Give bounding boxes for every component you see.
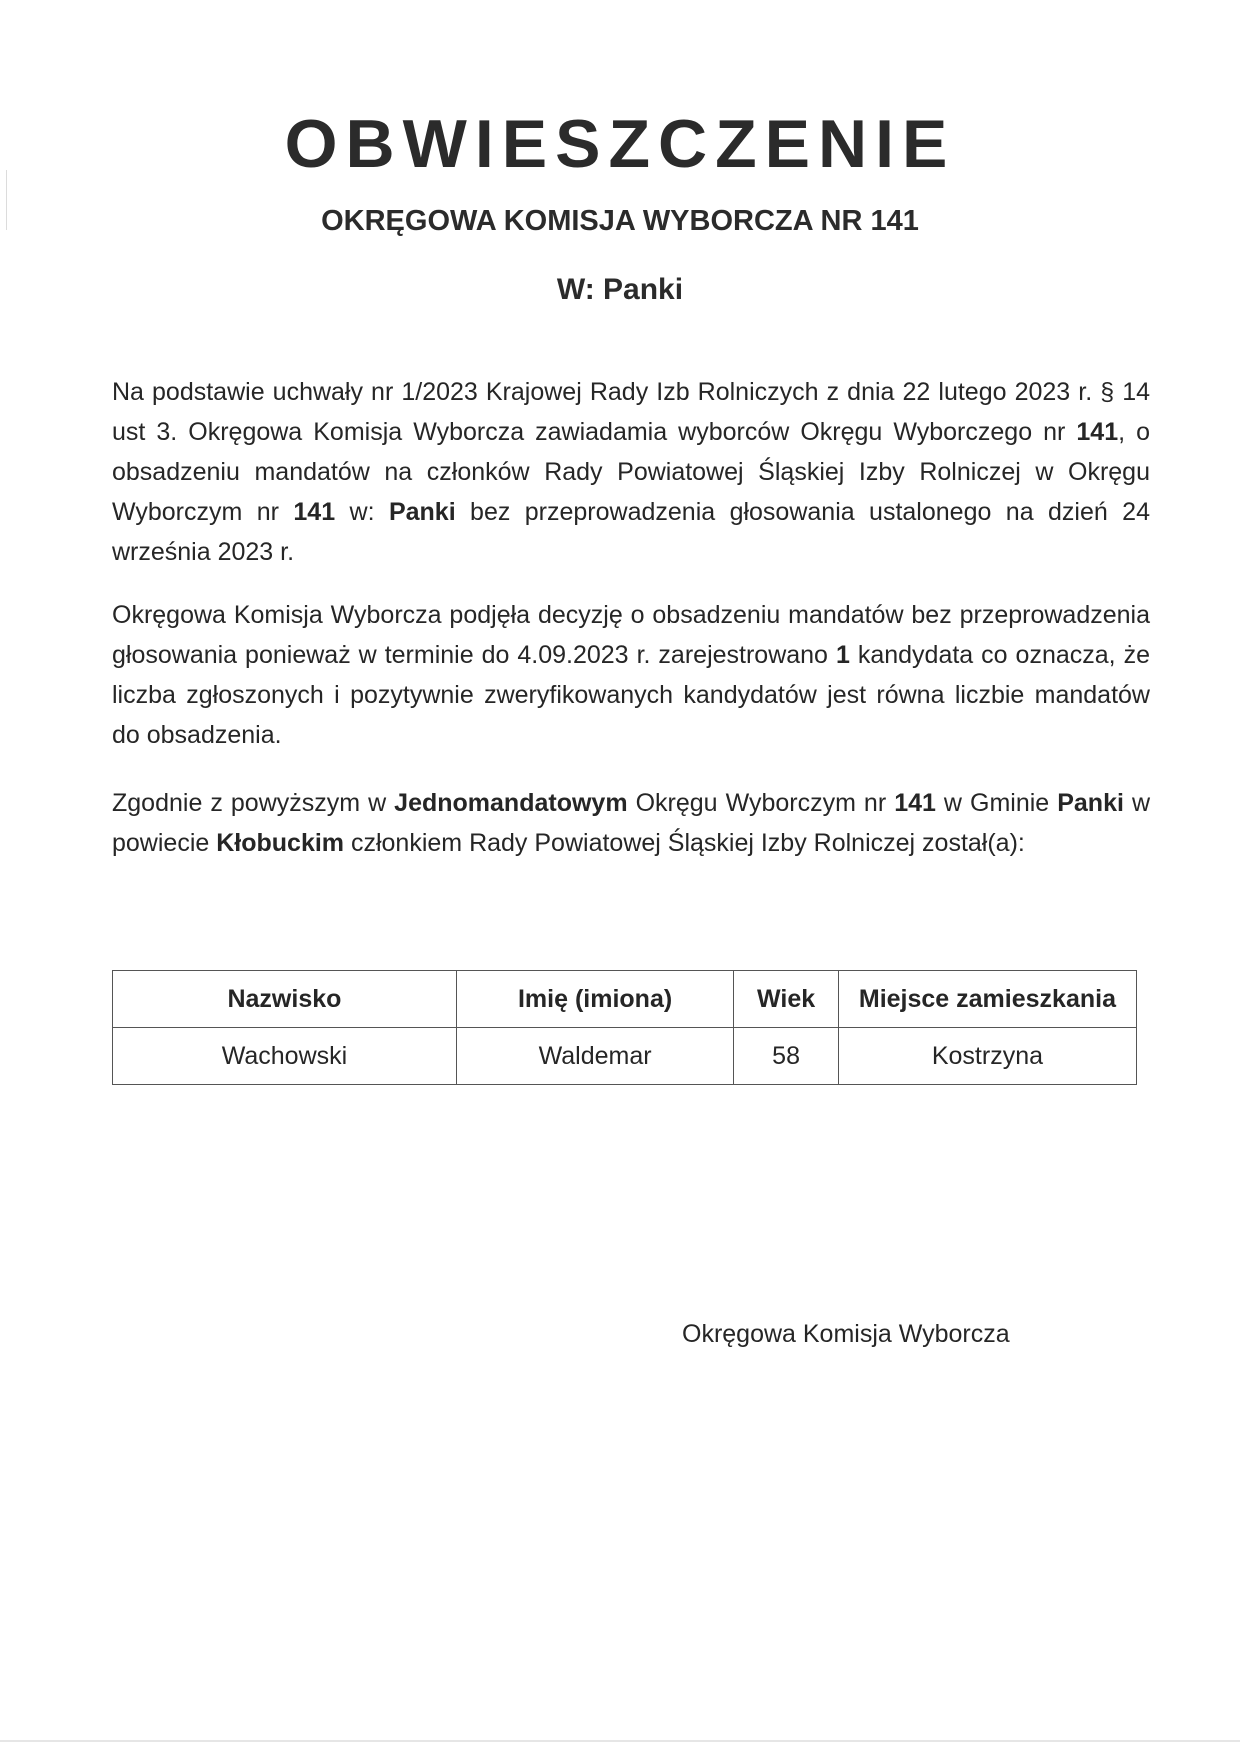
location-heading: W: Panki [556, 273, 684, 306]
column-header-age: Wiek [734, 971, 839, 1028]
column-header-surname: Nazwisko [113, 971, 457, 1028]
cell-surname: Wachowski [113, 1028, 457, 1085]
scan-bottom-line [0, 1740, 1240, 1742]
paragraph-text: Zgodnie z powyższym w [112, 789, 395, 817]
paragraph-text: Na podstawie uchwały nr 1/2023 Krajowej Rady Izb Rolniczych z dnia 22 lutego 2023 r. § 14 ust 3. Okręgowa Komisja Wyborcza zawiadamia wyborców Okręgu Wyborczego nr [112, 378, 1150, 446]
cell-residence: Kostrzyna [838, 1028, 1136, 1085]
paragraph-legal-basis [112, 372, 1150, 572]
paragraph-text: kandydata co oznacza, że liczba zgłoszonych i pozytywnie zweryfikowanych kandydatów jest równa liczbie mandatów do obsadzenia. [112, 641, 1150, 749]
county-name: Kłobuckim [216, 829, 345, 857]
table-header-row [113, 971, 1137, 1028]
candidate-count: 1 [835, 641, 850, 669]
municipality-name: Panki [388, 498, 456, 526]
column-header-residence: Miejsce zamieszkania [838, 971, 1136, 1028]
paragraph-decision [112, 595, 1150, 755]
paragraph-text: w: [335, 498, 389, 526]
table-row [113, 1028, 1137, 1085]
paragraph-text: bez przeprowadzenia głosowania ustalonego na dzień 24 września 2023 r. [112, 498, 1150, 566]
paragraph-text: członkiem Rady Powiatowej Śląskiej Izby Rolniczej został(a): [344, 829, 1025, 857]
paragraph-text: Okręgowa Komisja Wyborcza podjęła decyzję o obsadzeniu mandatów bez przeprowadzenia głosowania ponieważ w terminie do 4.09.2023 r. zarejestrowano [112, 601, 1150, 669]
paragraph-text: , o obsadzeniu mandatów na członków Rady Powiatowej Śląskiej Izby Rolniczej w Okręgu Wyborczym nr [112, 418, 1151, 526]
district-number: 141 [894, 789, 936, 817]
paragraph-text: w powiecie [112, 789, 1150, 857]
paragraph-result [112, 783, 1150, 863]
paragraph-text: w Gminie [935, 789, 1058, 817]
cell-age: 58 [734, 1028, 839, 1085]
document-title: OBWIESZCZENIE [284, 106, 956, 182]
elected-members-table [112, 970, 1137, 1085]
signature-line: Okręgowa Komisja Wyborcza [682, 1320, 1010, 1348]
paragraph-text: Okręgu Wyborczym nr [627, 789, 895, 817]
cell-first-names: Waldemar [456, 1028, 733, 1085]
municipality-name: Panki [1057, 789, 1124, 817]
district-number: 141 [1076, 418, 1119, 446]
column-header-first-names: Imię (imiona) [456, 971, 733, 1028]
district-number: 141 [293, 498, 336, 526]
district-type: Jednomandatowym [394, 789, 628, 817]
commission-heading: OKRĘGOWA KOMISJA WYBORCZA NR 141 [321, 205, 919, 237]
